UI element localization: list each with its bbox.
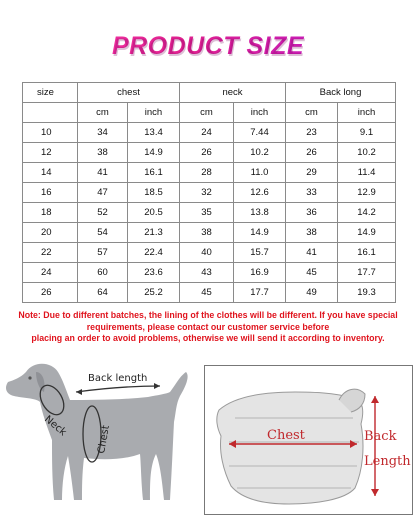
value-cell: 41 (286, 243, 338, 263)
value-cell: 54 (78, 223, 128, 243)
value-cell: 21.3 (128, 223, 180, 243)
size-cell: 24 (23, 263, 78, 283)
value-cell: 10.2 (234, 143, 286, 163)
unit-cell: inch (338, 103, 396, 123)
header-size: size (23, 83, 78, 103)
value-cell: 23.6 (128, 263, 180, 283)
coat-measurement-panel (204, 365, 413, 515)
header-neck: neck (180, 83, 286, 103)
value-cell: 26 (286, 143, 338, 163)
value-cell: 38 (180, 223, 234, 243)
neck-label: Neck (42, 413, 69, 439)
value-cell: 14.2 (338, 203, 396, 223)
value-cell: 43 (180, 263, 234, 283)
value-cell: 32 (180, 183, 234, 203)
value-cell: 49 (286, 283, 338, 303)
size-cell: 14 (23, 163, 78, 183)
value-cell: 12.9 (338, 183, 396, 203)
value-cell: 14.9 (128, 143, 180, 163)
unit-cell: cm (78, 103, 128, 123)
table-row (23, 143, 396, 163)
value-cell: 41 (78, 163, 128, 183)
value-cell: 33 (286, 183, 338, 203)
value-cell: 28 (180, 163, 234, 183)
value-cell: 16.9 (234, 263, 286, 283)
value-cell: 14.9 (234, 223, 286, 243)
table-row (23, 183, 396, 203)
table-row (23, 123, 396, 143)
value-cell: 25.2 (128, 283, 180, 303)
size-cell: 10 (23, 123, 78, 143)
table-row (23, 203, 396, 223)
table-row (23, 243, 396, 263)
value-cell: 45 (180, 283, 234, 303)
value-cell: 12.6 (234, 183, 286, 203)
unit-cell: inch (128, 103, 180, 123)
value-cell: 16.1 (128, 163, 180, 183)
value-cell: 19.3 (338, 283, 396, 303)
value-cell: 52 (78, 203, 128, 223)
coat-body (217, 392, 363, 504)
value-cell: 29 (286, 163, 338, 183)
batch-note (4, 310, 412, 345)
size-cell: 18 (23, 203, 78, 223)
chest-label: Chest (96, 424, 112, 455)
page-title: PRODUCT SIZE (0, 32, 416, 61)
value-cell: 22.4 (128, 243, 180, 263)
table-unit-row (23, 103, 396, 123)
table-row (23, 283, 396, 303)
coat-back-label: Back (364, 429, 397, 444)
value-cell: 10.2 (338, 143, 396, 163)
value-cell: 17.7 (234, 283, 286, 303)
value-cell: 11.0 (234, 163, 286, 183)
value-cell: 35 (180, 203, 234, 223)
coat-length-label: Length (364, 454, 411, 469)
back-length-label: Back length (88, 373, 148, 384)
value-cell: 18.5 (128, 183, 180, 203)
arrow-head (371, 489, 379, 496)
unit-cell: cm (180, 103, 234, 123)
value-cell: 45 (286, 263, 338, 283)
value-cell: 13.4 (128, 123, 180, 143)
note-line: requirements, please contact our customer service before (86, 321, 330, 332)
value-cell: 14.9 (338, 223, 396, 243)
value-cell: 11.4 (338, 163, 396, 183)
size-cell: 20 (23, 223, 78, 243)
dog-eye (28, 376, 31, 379)
note-line: placing an order to avoid problems, otherwise we will send it according to inventory. (31, 333, 385, 343)
value-cell: 13.8 (234, 203, 286, 223)
table-row (23, 163, 396, 183)
size-table (22, 82, 396, 303)
size-cell: 26 (23, 283, 78, 303)
value-cell: 16.1 (338, 243, 396, 263)
value-cell: 38 (286, 223, 338, 243)
dog-silhouette (6, 364, 188, 500)
value-cell: 20.5 (128, 203, 180, 223)
arrow-head (371, 396, 379, 403)
value-cell: 60 (78, 263, 128, 283)
dog-measurement-diagram (0, 350, 200, 520)
value-cell: 7.44 (234, 123, 286, 143)
value-cell: 38 (78, 143, 128, 163)
value-cell: 34 (78, 123, 128, 143)
table-row (23, 263, 396, 283)
note-line: Note: Due to different batches, the lining of the clothes will be different. If you have special (18, 310, 398, 320)
value-cell: 57 (78, 243, 128, 263)
unit-cell: inch (234, 103, 286, 123)
value-cell: 24 (180, 123, 234, 143)
size-cell: 22 (23, 243, 78, 263)
size-cell: 12 (23, 143, 78, 163)
value-cell: 47 (78, 183, 128, 203)
arrow-head (76, 389, 82, 395)
unit-cell: cm (286, 103, 338, 123)
header-chest: chest (78, 83, 180, 103)
value-cell: 36 (286, 203, 338, 223)
arrow-head (154, 383, 160, 389)
unit-blank (23, 103, 78, 123)
header-back-long: Back long (286, 83, 396, 103)
coat-chest-label: Chest (267, 428, 305, 443)
value-cell: 15.7 (234, 243, 286, 263)
value-cell: 9.1 (338, 123, 396, 143)
size-cell: 16 (23, 183, 78, 203)
value-cell: 64 (78, 283, 128, 303)
table-row (23, 223, 396, 243)
value-cell: 17.7 (338, 263, 396, 283)
value-cell: 23 (286, 123, 338, 143)
size-rows (23, 123, 396, 303)
coat-diagram (205, 366, 412, 514)
table-header-row (23, 83, 396, 103)
value-cell: 40 (180, 243, 234, 263)
back-length-arrow (76, 386, 160, 392)
value-cell: 26 (180, 143, 234, 163)
